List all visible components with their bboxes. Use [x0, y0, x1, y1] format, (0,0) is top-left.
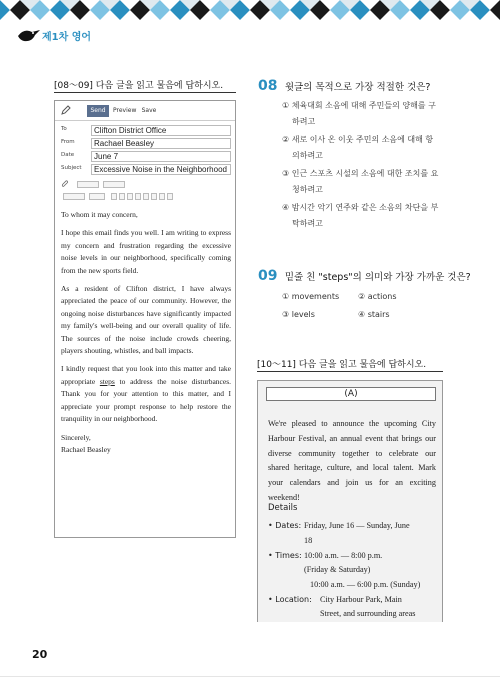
- question-number: 09: [258, 268, 278, 284]
- field-label: From: [61, 139, 75, 145]
- font-size-select[interactable]: [89, 193, 105, 200]
- section-label: 제1차 영어: [42, 32, 92, 43]
- details-heading: Details: [268, 503, 298, 513]
- dates-value-line1: Friday, June 16 ― Sunday, June: [304, 521, 410, 530]
- q08-option-4[interactable]: ④ 밤시간 악기 연주와 같은 소음의 차단을 부: [282, 203, 439, 212]
- field-label: Subject: [61, 165, 82, 171]
- times-value-line3: 10:00 a.m. ― 6:00 p.m. (Sunday): [310, 580, 421, 589]
- times-label: • Times:: [268, 551, 302, 560]
- font-family-select[interactable]: [63, 193, 85, 200]
- underline-button[interactable]: [127, 193, 133, 200]
- email-body[interactable]: [61, 209, 231, 462]
- q08-option-2-cont: 의하려고: [292, 151, 323, 160]
- q09-option-2[interactable]: ② actions: [358, 292, 397, 301]
- location-label: • Location:: [268, 595, 312, 604]
- q09-option-1[interactable]: ① movements: [282, 292, 340, 301]
- align-center-button[interactable]: [151, 193, 157, 200]
- preview-button[interactable]: Preview: [113, 107, 137, 114]
- field-label: Date: [61, 152, 75, 158]
- to-field[interactable]: Clifton District Office: [91, 125, 231, 136]
- times-value-line1: 10:00 a.m. ― 8:00 p.m.: [304, 551, 383, 560]
- align-left-button[interactable]: [143, 193, 149, 200]
- email-field-date: [59, 151, 231, 162]
- paperclip-icon: [61, 180, 69, 189]
- italic-button[interactable]: [119, 193, 125, 200]
- email-paragraph-1: I hope this email finds you well. I am writing to express my concern and frustration regarding the excessive noise levels in our neighborhood, specifically coming from the new sports field.: [61, 228, 231, 275]
- link-button[interactable]: [167, 193, 173, 200]
- email-greeting: To whom it may concern,: [61, 210, 138, 219]
- email-paragraph-3: I kindly request that you look into this matter and take appropriate steps to address the noise disturbances. Thank you for your attention to this matter, and I appreciate your prompt response to help restore the tranquility in our neighborhood.: [61, 364, 231, 424]
- announcement-box: [257, 380, 443, 622]
- email-paragraph-2: As a resident of Clifton district, I have always appreciated the peace of our community. However, the ongoing noise disturbances have significantly impacted my family's well-being and our overall quality of life. The sources of the noise include crowds cheering, players shouting, whistles, and ball impacts.: [61, 284, 231, 356]
- question-number: 08: [258, 78, 278, 94]
- page-number: 20: [32, 648, 48, 661]
- bold-button[interactable]: [111, 193, 117, 200]
- q08-option-1-cont: 하려고: [292, 117, 316, 126]
- instruction-underline: [54, 92, 236, 93]
- from-field[interactable]: Rachael Beasley: [91, 138, 231, 149]
- instruction-underline: [257, 371, 443, 372]
- email-closing: Sincerely,: [61, 432, 91, 442]
- field-label: To: [61, 126, 67, 132]
- email-signature: Rachael Beasley: [61, 444, 111, 454]
- pencil-icon: [61, 105, 71, 115]
- email-field-subject: [59, 164, 231, 175]
- location-value-line2: Street, and surrounding areas: [320, 609, 416, 618]
- save-button[interactable]: Save: [141, 107, 157, 114]
- question-08: [258, 78, 430, 94]
- email-field-from: [59, 138, 231, 149]
- attach-link-button[interactable]: [103, 181, 125, 188]
- times-value-line2: (Friday & Saturday): [304, 565, 371, 574]
- question-09: [258, 268, 471, 284]
- format-toolbar: [63, 193, 231, 202]
- q08-option-1[interactable]: ① 체육대회 소음에 대해 주민들의 양해를 구: [282, 101, 436, 110]
- underlined-word: steps: [99, 376, 115, 386]
- bottom-divider: [0, 676, 500, 677]
- list-button[interactable]: [159, 193, 165, 200]
- q08-option-2[interactable]: ② 새로 이사 온 이웃 주민의 소음에 대해 항: [282, 135, 434, 144]
- send-button[interactable]: Send: [87, 105, 109, 117]
- q09-option-3[interactable]: ③ levels: [282, 310, 315, 319]
- attach-file-button[interactable]: [77, 181, 99, 188]
- strike-button[interactable]: [135, 193, 141, 200]
- question-text: 윗글의 목적으로 가장 적절한 것은?: [284, 82, 431, 93]
- email-compose-box: [54, 100, 236, 538]
- q08-option-3-cont: 청하려고: [292, 185, 323, 194]
- q09-option-4[interactable]: ④ stairs: [358, 310, 390, 319]
- email-toolbar: [55, 101, 235, 121]
- location-value-line1: City Harbour Park, Main: [320, 595, 402, 604]
- email-field-to: [59, 125, 231, 136]
- subject-field[interactable]: Excessive Noise in the Neighborhood: [91, 164, 231, 175]
- announcement-tag: (A): [266, 387, 436, 401]
- dates-value-line2: 18: [304, 536, 313, 545]
- question-text: 밑줄 친 "steps"의 의미와 가장 가까운 것은?: [284, 272, 471, 283]
- right-instruction: [10～11] 다음 글을 읽고 물음에 답하시오.: [257, 360, 427, 370]
- announcement-intro: We're pleased to announce the upcoming City Harbour Festival, an annual event that brings our diverse community together to celebrate our shared heritage, culture, and local talent. Mark your calendars and join us for an exciting weekend!: [268, 419, 436, 502]
- bird-icon: [16, 26, 42, 44]
- left-instruction: [08～09] 다음 글을 읽고 물음에 답하시오.: [54, 81, 224, 91]
- dates-label: • Dates:: [268, 521, 302, 530]
- q08-option-3[interactable]: ③ 인근 스포츠 시설의 소음에 대한 조치를 요: [282, 169, 439, 178]
- header-pattern: [0, 0, 500, 20]
- date-field[interactable]: June 7: [91, 151, 231, 162]
- q08-option-4-cont: 탁하려고: [292, 219, 323, 228]
